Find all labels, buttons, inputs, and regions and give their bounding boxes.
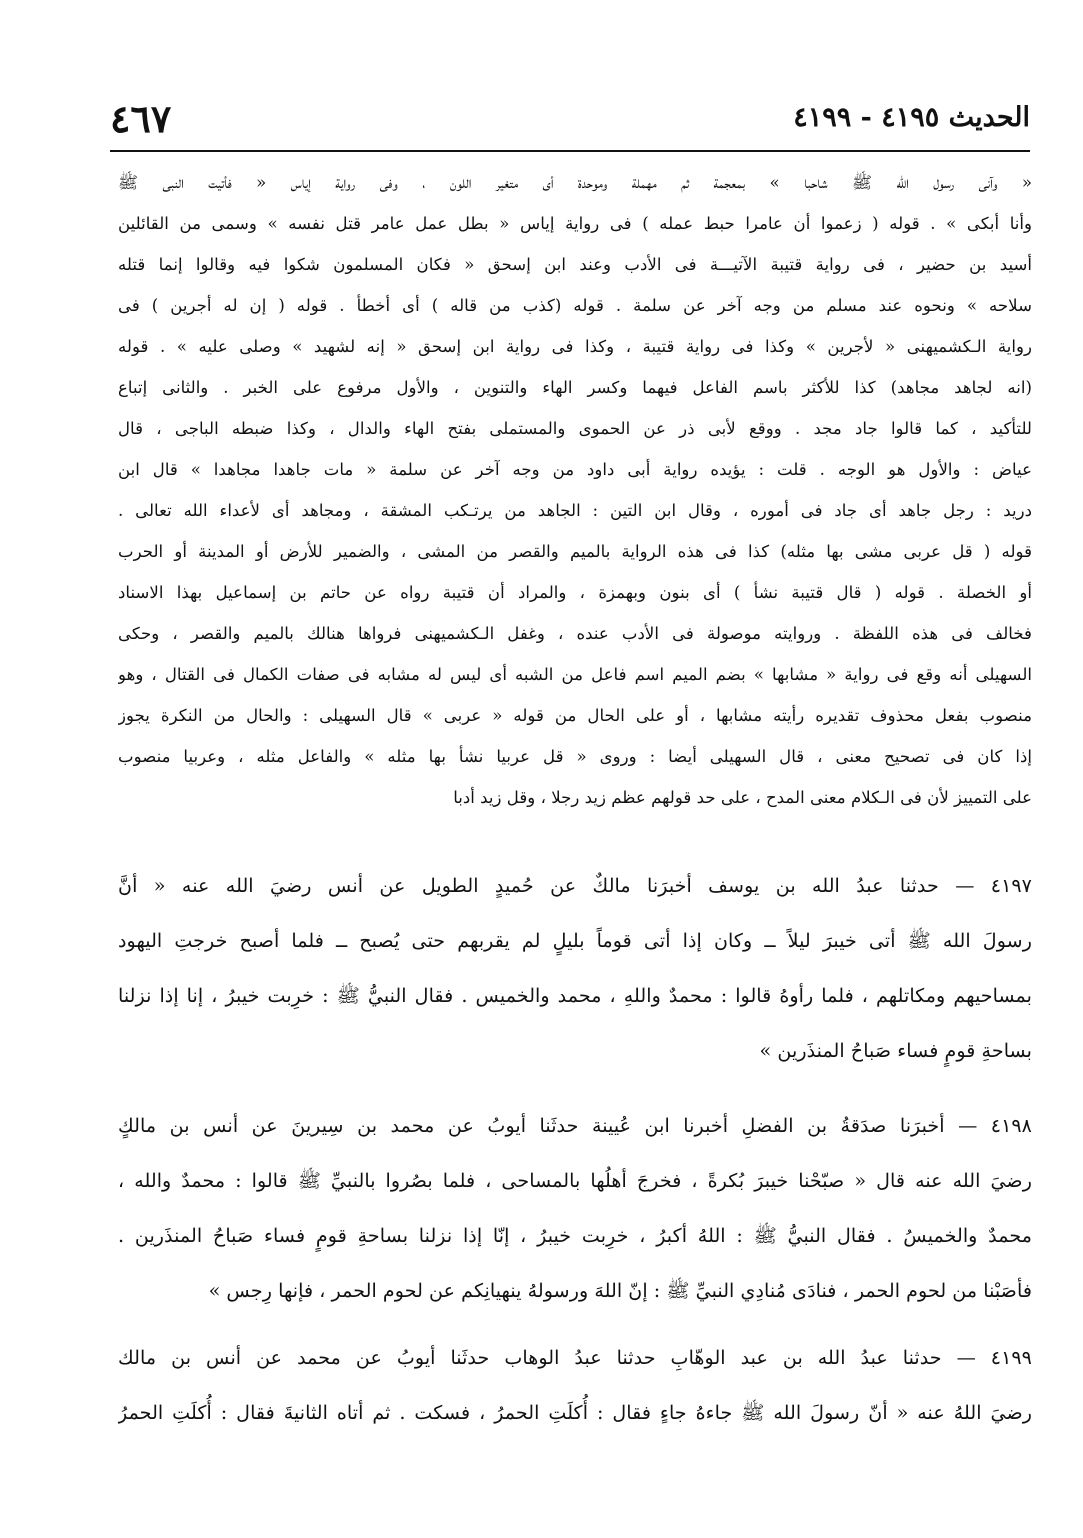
commentary-line: سلاحه » ونحوه عند مسلم من وجه آخر عن سلمة . قوله (كذب من قاله ) أى أخطأ . قوله ( إن له أجرين ) فى [118, 296, 1032, 315]
hadith-4197 [118, 858, 1032, 1078]
hadith-line: محمدٌ والخميسُ . فقال النبيُّ ﷺ : اللهُ أكبرُ ، خرِبت خيبرُ ، إنّا إذا نزلنا بساحةِ قومٍ فساء صَباحُ المنذَرين . [118, 1224, 1032, 1247]
commentary-line: « وآنى رسول الله ﷺ شاحبا » بمعجمة ثم مهملة وموحدة أى متغير اللون ، وفى رواية إياس « فأتيت النبى ﷺ [118, 173, 1032, 192]
commentary-line: السهيلى أنه وقع فى رواية « مشابها » بضم الميم اسم فاعل من الشبه أى ليس له مشابه فى صفات الكمال فى القتال ، وهو [118, 665, 1032, 684]
hadith-line: رسولَ الله ﷺ أتى خيبرَ ليلاً ــ وكان إذا أتى قوماً بليلٍ لم يقربهم حتى يُصبح ــ فلما أصبح خرجتِ اليهود [118, 929, 1032, 952]
hadith-line: بساحةِ قومٍ فساء صَباحُ المنذَرين » [759, 1039, 1032, 1062]
hadith-line: رضيَ اللهُ عنه « أنّ رسولَ الله ﷺ جاءهُ جاءٍ فقال : أُكلَتِ الحمرُ ، فسكت . ثم أتاه الثانيةَ فقال : أُكلَتِ الحمرُ [118, 1401, 1032, 1424]
commentary-line: أسيد بن حضير ، فى رواية قتيبة الآتيـــة فى الأدب وعند ابن إسحق « فكان المسلمون شكوا فيه وقالوا إنما قتله [118, 255, 1032, 274]
hadith-4198 [118, 1098, 1032, 1318]
commentary-line: فخالف فى هذه اللفظة . وروايته موصولة فى الأدب عنده ، وغفل الـكشميهنى فرواها هنالك بالميم والقصر ، وحكى [118, 624, 1032, 643]
commentary-line: قوله ( قل عربى مشى بها مثله) كذا فى هذه الرواية بالميم والقصر من المشى ، والضمير للأرض أو المدينة أو الحرب [118, 542, 1032, 561]
commentary-line: منصوب بفعل محذوف تقديره رأيته مشابها ، أو على الحال من قوله « عربى » قال السهيلى : والحال من النكرة يجوز [118, 706, 1032, 725]
commentary-block [118, 162, 1032, 818]
commentary-line: رواية الـكشميهنى « لأجرين » وكذا فى رواية قتيبة ، وكذا فى رواية ابن إسحق « إنه لشهيد » وصلى عليه » . قوله [118, 337, 1032, 356]
header-rule [110, 150, 1030, 152]
hadith-line: ٤١٩٨ — أخبرَنا صدَقةُ بن الفضلِ أخبرنا ابن عُيينة حدثَنا أيوبُ عن محمد بن سِيرينَ عن أنس بن مالكٍ [118, 1114, 1032, 1137]
commentary-line: على التمييز لأن فى الـكلام معنى المدح ، على حد قولهم عظم زيد رجلا ، وقل زيد أدبا [453, 788, 1032, 807]
page-number: ٤٦٧ [110, 96, 172, 141]
commentary-line: وأنا أبكى » . قوله ( زعموا أن عامرا حبط عمله ) فى رواية إياس « بطل عمل عامر قتل نفسه » وسمى من القائلين [118, 214, 1032, 233]
hadith-4199 [118, 1330, 1032, 1440]
commentary-line: إذا كان فى تصحيح معنى ، قال السهيلى أيضا : وروى « قل عربيا نشأ بها مثله » والفاعل مثله ، وعربيا منصوب [118, 747, 1032, 766]
commentary-line: عياض : والأول هو الوجه . قلت : يؤيده رواية أبى داود من وجه آخر عن سلمة « مات جاهدا مجاهدا » قال ابن [118, 460, 1032, 479]
commentary-line: للتأكيد ، كما قالوا جاد مجد . ووقع لأبى ذر عن الحموى والمستملى بفتح الهاء والدال ، وكذا ضبطه الباجى ، قال [118, 419, 1032, 438]
hadith-line: رضيَ الله عنه قال « صبّحْنا خيبرَ بُكرةً ، فخرجَ أهلُها بالمساحى ، فلما بصُروا بالنبيِّ ﷺ قالوا : محمدٌ والله ، [118, 1169, 1032, 1192]
commentary-line: أو الخصلة . قوله ( قال قتيبة نشأ ) أى بنون وبهمزة ، والمراد أن قتيبة رواه عن حاتم بن إسماعيل بهذا الاسناد [118, 583, 1032, 602]
running-header [110, 96, 1030, 148]
hadith-line: فأصَبْنا من لحوم الحمر ، فنادَى مُنادِي النبيِّ ﷺ : إنّ اللهَ ورسولهُ ينهيانِكم عن لحوم الحمر ، فإنها رِجس » [208, 1279, 1032, 1302]
hadith-line: ٤١٩٧ — حدثنا عبدُ الله بن يوسف أخبرَنا مالكٌ عن حُميدٍ الطويل عن أنس رضيَ الله عنه « أنَّ [118, 874, 1032, 897]
commentary-line: دريد : رجل جاهد أى جاد فى أموره ، وقال ابن التين : الجاهد من يرتـكب المشقة ، ومجاهد أى لأعداء الله تعالى . [118, 501, 1032, 520]
hadith-line: بمساحيهم ومكاتلهم ، فلما رأوهُ قالوا : محمدٌ واللهِ ، محمد والخميس . فقال النبيُّ ﷺ : خرِبت خيبرُ ، إنا إذا نزلنا [118, 984, 1032, 1007]
hadith-line: ٤١٩٩ — حدثنا عبدُ الله بن عبد الوهّابِ حدثنا عبدُ الوهاب حدثَنا أيوبُ عن محمد عن أنس بن مالك [118, 1346, 1032, 1369]
chapter-heading: الحديث ٤١٩٥ - ٤١٩٩ [793, 102, 1030, 133]
commentary-line: (انه لجاهد مجاهد) كذا للأكثر باسم الفاعل فيهما وكسر الهاء والتنوين ، والأول مرفوع على الخبر . والثانى إتباع [118, 378, 1032, 397]
